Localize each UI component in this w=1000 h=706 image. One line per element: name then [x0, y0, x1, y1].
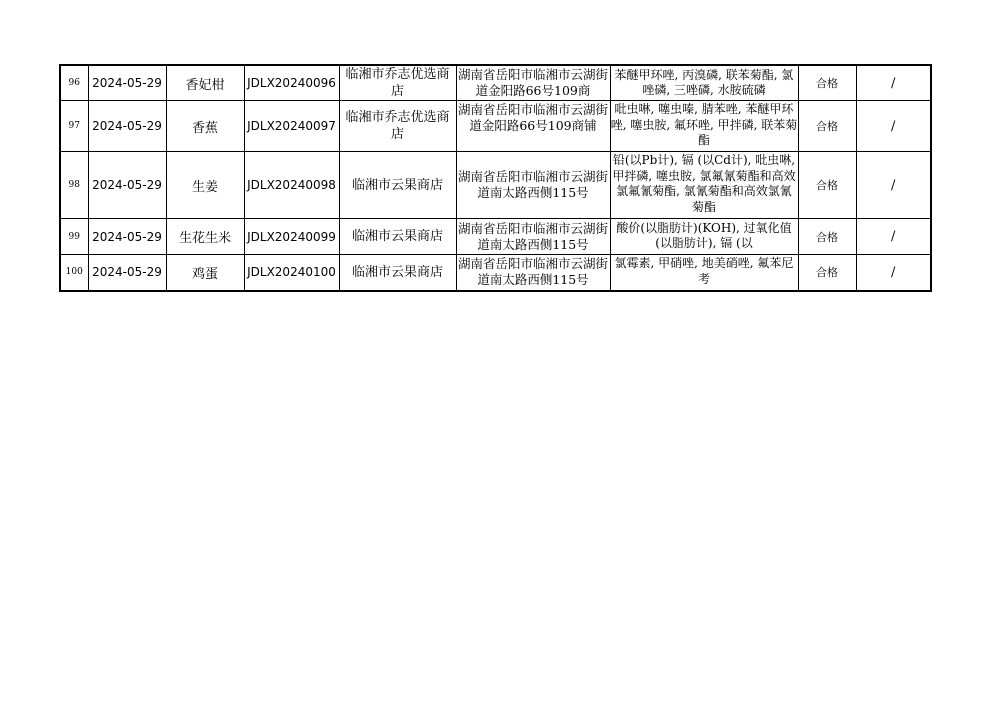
- sampled-shop: 临湘市乔志优选商店: [339, 65, 456, 101]
- shop-address: 湖南省岳阳市临湘市云湖街道金阳路66号109商铺: [457, 102, 608, 133]
- table-row: [60, 101, 931, 152]
- sample-name: 香蕉: [166, 101, 244, 152]
- row-number: 100: [60, 255, 88, 291]
- test-items: 氯霉素, 甲硝唑, 地美硝唑, 氟苯尼考: [614, 256, 794, 286]
- sampled-shop: 临湘市云果商店: [339, 152, 456, 219]
- test-result: 合格: [798, 101, 856, 152]
- table-row: [60, 152, 931, 219]
- test-items: 酸价(以脂肪计)(KOH), 过氧化值(以脂肪计), 镉 (以: [616, 220, 792, 250]
- sampled-shop: 临湘市云果商店: [339, 255, 456, 291]
- sample-name: 香妃柑: [166, 65, 244, 101]
- shop-address: 湖南省岳阳市临湘市云湖街道南太路西侧115号: [457, 220, 608, 252]
- test-result: 合格: [798, 65, 856, 101]
- sampled-shop: 临湘市乔志优选商店: [339, 101, 456, 152]
- sampling-date: 2024-05-29: [88, 152, 166, 219]
- sampling-date: 2024-05-29: [88, 255, 166, 291]
- sampling-date: 2024-05-29: [88, 101, 166, 152]
- test-result: 合格: [798, 152, 856, 219]
- test-result: 合格: [798, 219, 856, 255]
- sampled-shop: 临湘市云果商店: [339, 219, 456, 255]
- sample-code: JDLX20240096: [244, 65, 339, 101]
- row-number: 99: [60, 219, 88, 255]
- sample-code: JDLX20240098: [244, 152, 339, 219]
- table-row: [60, 219, 931, 255]
- remark: /: [856, 65, 931, 101]
- test-result: 合格: [798, 255, 856, 291]
- sampling-date: 2024-05-29: [88, 65, 166, 101]
- sample-code: JDLX20240097: [244, 101, 339, 152]
- remark: /: [856, 219, 931, 255]
- sample-name: 鸡蛋: [166, 255, 244, 291]
- test-items: 苯醚甲环唑, 丙溴磷, 联苯菊酯, 氯唑磷, 三唑磷, 水胺硫磷: [614, 67, 794, 97]
- test-items: 铅(以Pb计), 镉 (以Cd计), 吡虫啉, 甲拌磷, 噻虫胺, 氯氟氰菊酯和高效氯氟氰菊酯, 氯氰菊酯和高效氯氰菊酯: [612, 153, 796, 214]
- table-row: [60, 65, 931, 101]
- shop-address: 湖南省岳阳市临湘市云湖街道南太路西侧115号: [457, 169, 608, 200]
- inspection-results-table: [59, 64, 932, 292]
- remark: /: [856, 101, 931, 152]
- remark: /: [856, 152, 931, 219]
- row-number: 98: [60, 152, 88, 219]
- test-items: 吡虫啉, 噻虫嗪, 腈苯唑, 苯醚甲环唑, 噻虫胺, 氟环唑, 甲拌磷, 联苯菊酯: [610, 102, 798, 147]
- sample-code: JDLX20240099: [244, 219, 339, 255]
- table-row: [60, 255, 931, 291]
- sample-code: JDLX20240100: [244, 255, 339, 291]
- shop-address: 湖南省岳阳市临湘市云湖街道金阳路66号109商: [457, 67, 608, 98]
- row-number: 96: [60, 65, 88, 101]
- sample-name: 生姜: [166, 152, 244, 219]
- row-number: 97: [60, 101, 88, 152]
- sampling-date: 2024-05-29: [88, 219, 166, 255]
- shop-address: 湖南省岳阳市临湘市云湖街道南太路西侧115号: [457, 256, 608, 288]
- sample-name: 生花生米: [166, 219, 244, 255]
- remark: /: [856, 255, 931, 291]
